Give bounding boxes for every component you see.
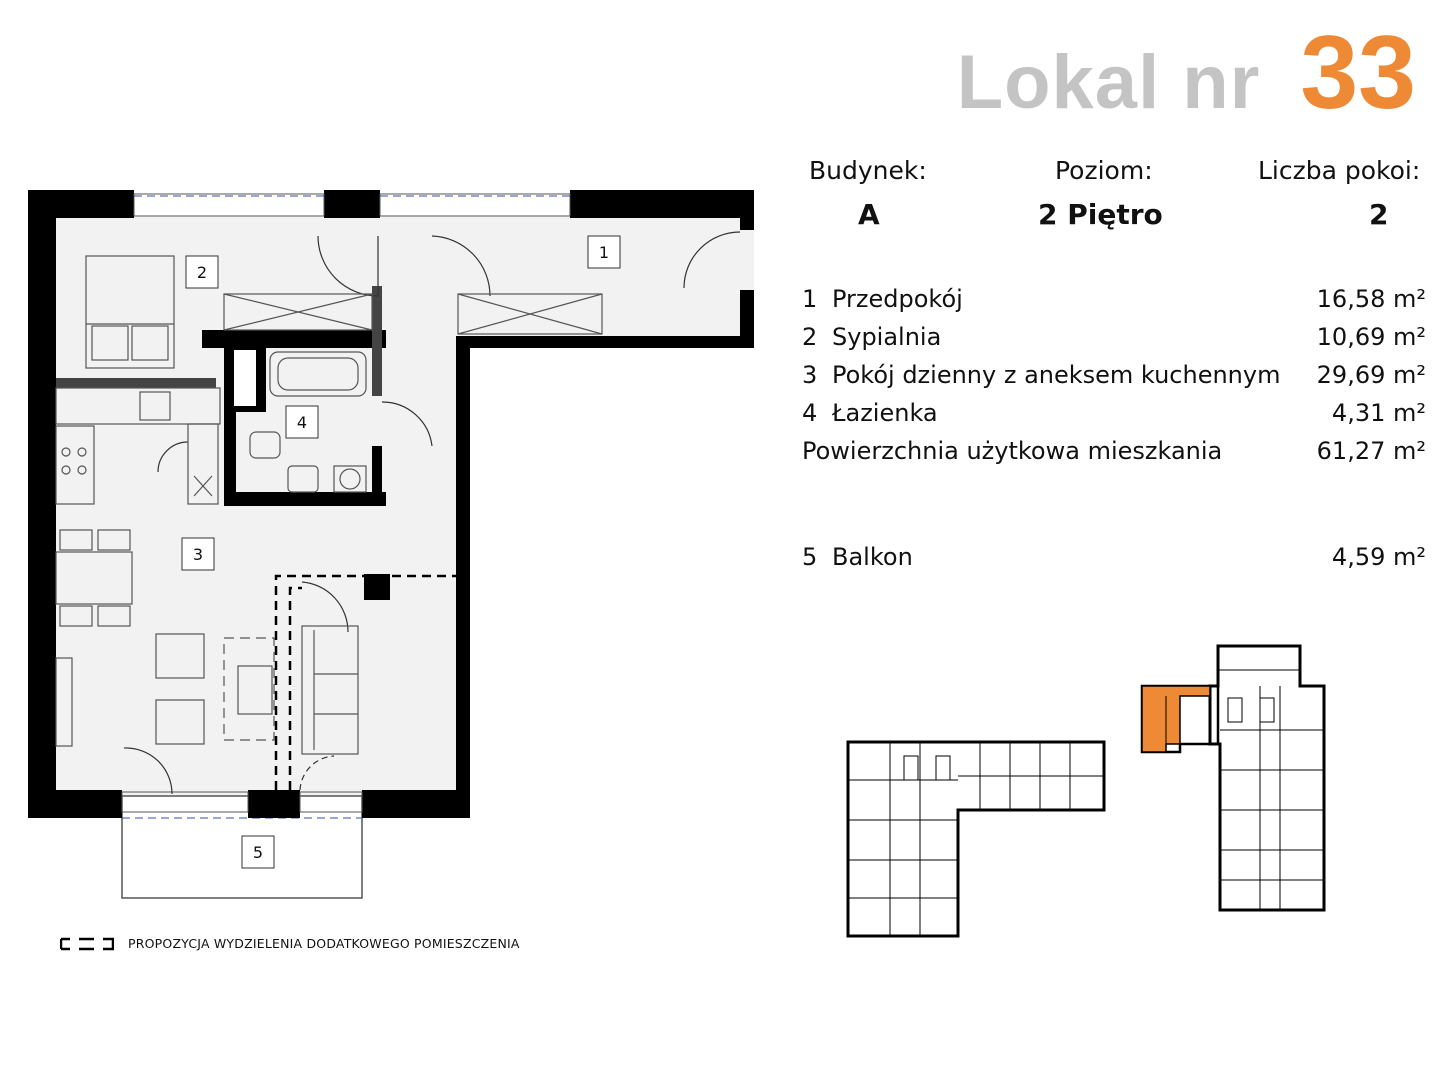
room-row xyxy=(802,356,1426,394)
title-label: Lokal nr xyxy=(956,40,1261,125)
building-key-plan xyxy=(830,640,1340,940)
building-value: A xyxy=(858,198,880,231)
room-row xyxy=(802,394,1426,432)
rooms-count-label: Liczba pokoi: xyxy=(1258,156,1421,185)
balcony-row xyxy=(802,538,1426,576)
page-title xyxy=(957,14,1416,133)
balcony-name: Balkon xyxy=(832,543,913,571)
balcony-area: 4,59 m² xyxy=(1331,543,1426,571)
room-number: 3 xyxy=(802,361,818,389)
plan-label-5: 5 xyxy=(252,843,264,862)
legend-text: PROPOZYCJA WYDZIELENIA DODATKOWEGO POMIESZCZENIA xyxy=(128,936,520,951)
room-name: Łazienka xyxy=(832,399,938,427)
legend xyxy=(60,936,520,951)
plan-label-1: 1 xyxy=(598,243,610,262)
level-value: 2 Piętro xyxy=(1038,198,1163,231)
room-name: Sypialnia xyxy=(832,323,942,351)
room-list xyxy=(802,280,1426,470)
room-number: 4 xyxy=(802,399,818,427)
plan-label-4: 4 xyxy=(296,413,308,432)
room-name: Przedpokój xyxy=(832,285,963,313)
total-area-value: 61,27 m² xyxy=(1316,437,1426,465)
title-number: 33 xyxy=(1300,15,1416,131)
room-area: 29,69 m² xyxy=(1316,361,1426,389)
room-area: 4,31 m² xyxy=(1331,399,1426,427)
room-row xyxy=(802,280,1426,318)
level-label: Poziom: xyxy=(1055,156,1153,185)
balcony-number: 5 xyxy=(802,543,818,571)
room-area: 16,58 m² xyxy=(1316,285,1426,313)
plan-label-2: 2 xyxy=(196,263,208,282)
room-number: 1 xyxy=(802,285,818,313)
room-number: 2 xyxy=(802,323,818,351)
plan-label-3: 3 xyxy=(192,545,204,564)
room-row xyxy=(802,318,1426,356)
floor-plan xyxy=(28,186,758,906)
total-area-name: Powierzchnia użytkowa mieszkania xyxy=(802,437,1223,465)
rooms-count-value: 2 xyxy=(1369,198,1389,231)
room-name: Pokój dzienny z aneksem kuchennym xyxy=(832,361,1281,389)
dashed-line-icon xyxy=(60,937,114,951)
room-area: 10,69 m² xyxy=(1316,323,1426,351)
building-label: Budynek: xyxy=(809,156,927,185)
total-area-row xyxy=(802,432,1426,470)
